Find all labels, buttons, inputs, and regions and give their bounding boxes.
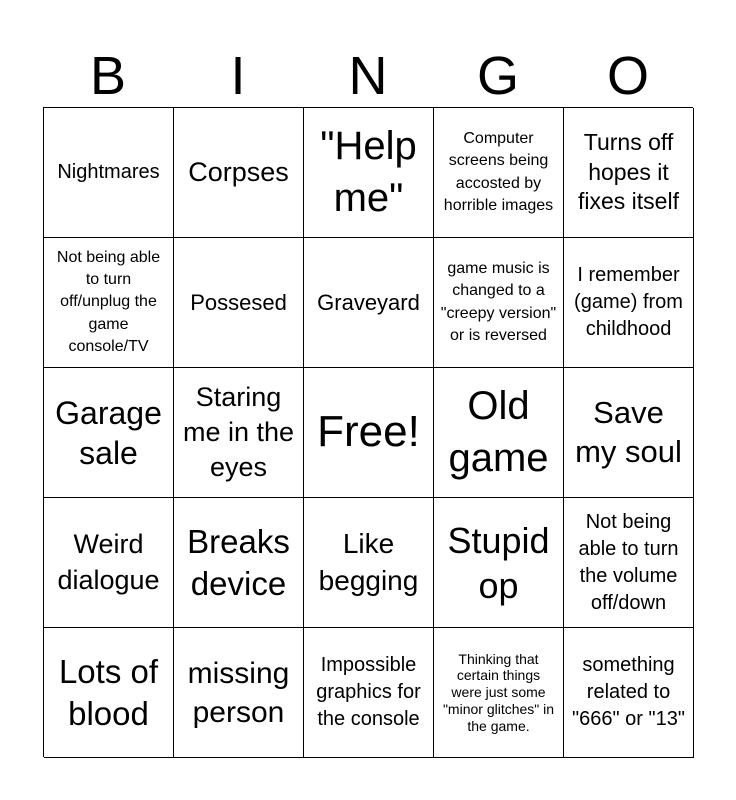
bingo-cell-r5c1[interactable]: Lots of blood: [44, 628, 174, 758]
bingo-cell-r4c2[interactable]: Breaks device: [174, 498, 304, 628]
bingo-cell-r2c3[interactable]: Graveyard: [304, 238, 434, 368]
bingo-cell-r3c5[interactable]: Save my soul: [564, 368, 694, 498]
header-letter-b: B: [89, 46, 127, 106]
header-letter-o: O: [606, 46, 649, 106]
bingo-cell-r1c4[interactable]: Computer screens being accosted by horrible images: [434, 108, 564, 238]
bingo-cell-r2c1[interactable]: Not being able to turn off/unplug the game console/TV: [44, 238, 174, 368]
bingo-cell-r3c2[interactable]: Staring me in the eyes: [174, 368, 304, 498]
bingo-cell-r4c4[interactable]: Stupid op: [434, 498, 564, 628]
bingo-cell-r4c1[interactable]: Weird dialogue: [44, 498, 174, 628]
bingo-cell-r3c4[interactable]: Old game: [434, 368, 564, 498]
bingo-cell-r5c4[interactable]: Thinking that certain things were just some "minor glitches" in the game.: [434, 628, 564, 758]
header-letter-n: N: [348, 46, 388, 106]
bingo-cell-r5c3[interactable]: Impossible graphics for the console: [304, 628, 434, 758]
bingo-cell-r1c2[interactable]: Corpses: [174, 108, 304, 238]
header-letter-g: G: [476, 46, 519, 106]
bingo-cell-r2c4[interactable]: game music is changed to a "creepy version" or is reversed: [434, 238, 564, 368]
bingo-cell-r5c5[interactable]: something related to "666" or "13": [564, 628, 694, 758]
bingo-cell-r2c2[interactable]: Possesed: [174, 238, 304, 368]
header-letter-i: I: [230, 46, 246, 106]
bingo-cell-r3c3-free[interactable]: Free!: [304, 368, 434, 498]
bingo-cell-r4c3[interactable]: Like begging: [304, 498, 434, 628]
bingo-cell-r4c5[interactable]: Not being able to turn the volume off/down: [564, 498, 694, 628]
bingo-cell-r5c2[interactable]: missing person: [174, 628, 304, 758]
bingo-cell-r1c5[interactable]: Turns off hopes it fixes itself: [564, 108, 694, 238]
bingo-board: [43, 107, 693, 757]
bingo-header: [43, 44, 693, 108]
bingo-cell-r3c1[interactable]: Garage sale: [44, 368, 174, 498]
bingo-cell-r1c1[interactable]: Nightmares: [44, 108, 174, 238]
bingo-cell-r1c3[interactable]: "Help me": [304, 108, 434, 238]
bingo-cell-r2c5[interactable]: I remember (game) from childhood: [564, 238, 694, 368]
